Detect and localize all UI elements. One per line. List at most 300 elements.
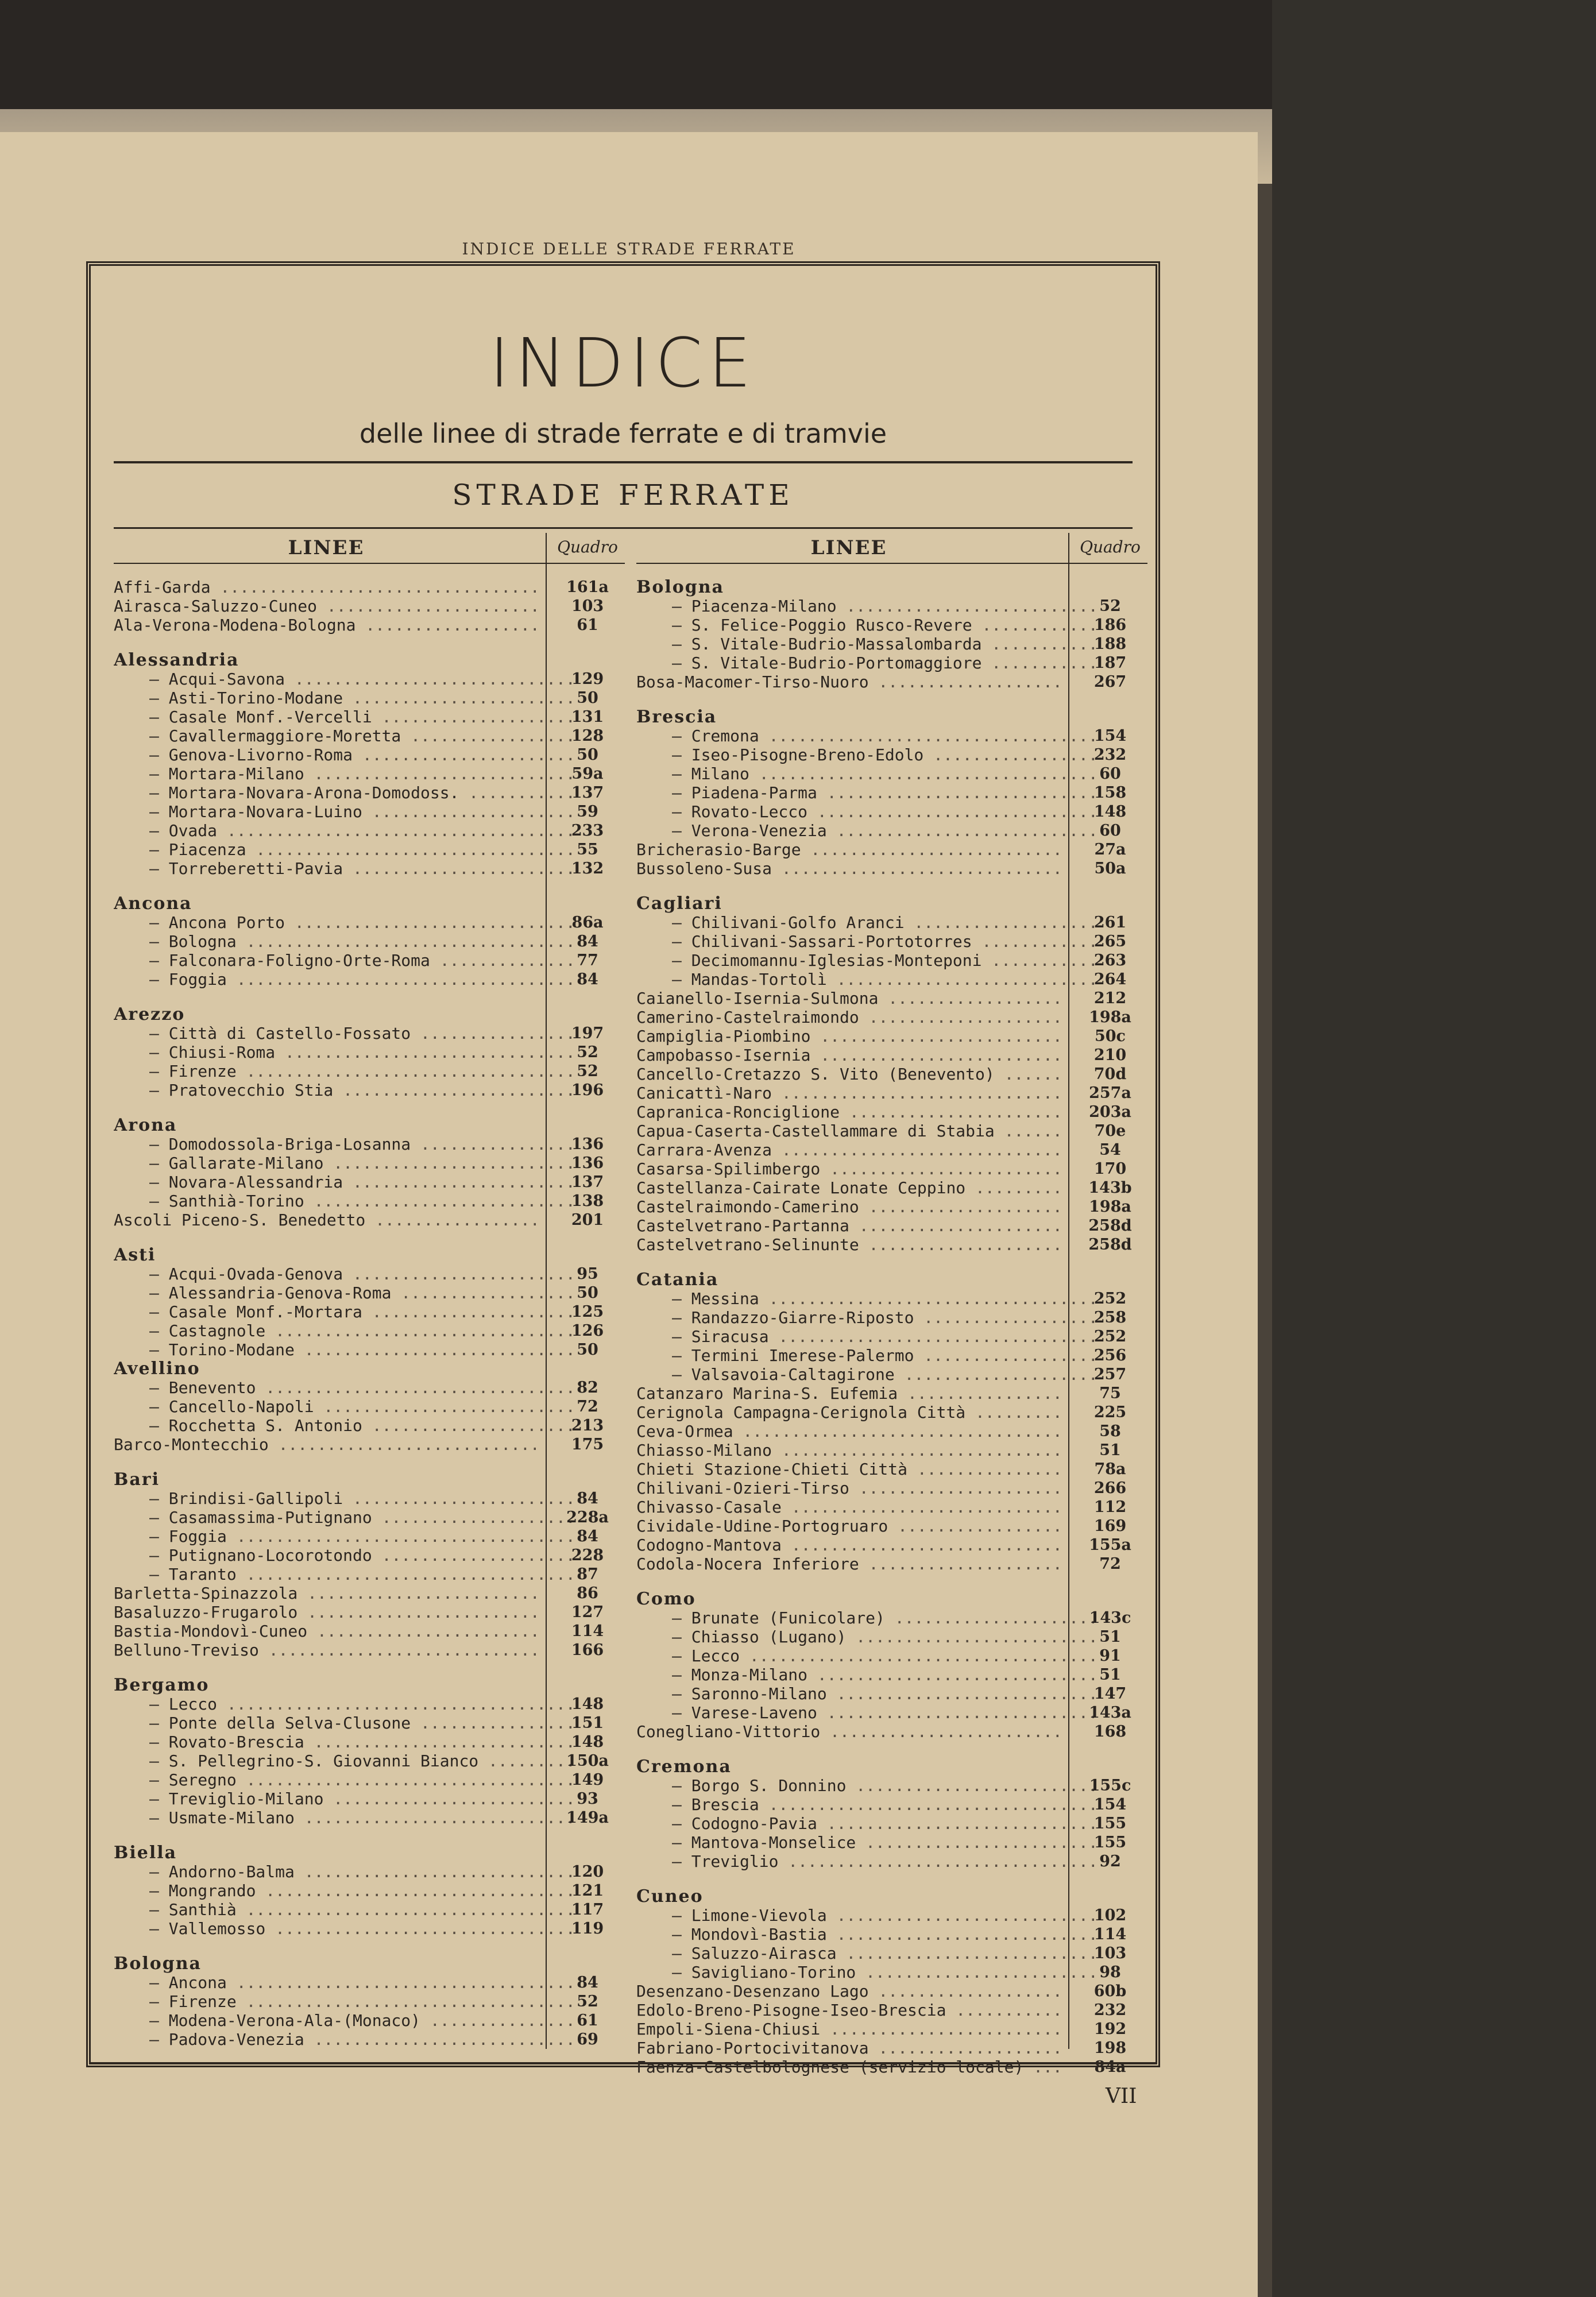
line-name: Empoli-Siena-Chiusi .....: [636, 2020, 1061, 2039]
index-entry: [114, 1192, 625, 1211]
group-heading: [114, 1005, 625, 1024]
line-name: — Chiusi-Roma .....: [114, 1043, 574, 1062]
quadro-number: 59: [577, 803, 598, 821]
quadro-number: 210: [1093, 1046, 1127, 1064]
line-name: — Randazzo-Giarre-Riposto .....: [636, 1308, 1097, 1327]
index-entry: [636, 989, 1147, 1008]
line-name: — Decimomannu-Iglesias-Monteponi .....: [636, 951, 1097, 970]
quadro-number: 93: [577, 1790, 598, 1808]
line-name: Arezzo: [114, 1005, 186, 1024]
line-name: Edolo-Breno-Pisogne-Iseo-Brescia .....: [636, 2001, 1061, 2020]
quadro-number: 102: [1093, 1907, 1127, 1924]
quadro-number: 213: [571, 1417, 604, 1434]
index-entry: [114, 1973, 625, 1992]
quadro-number: 175: [571, 1436, 604, 1453]
row-spacer: [114, 1100, 625, 1116]
index-entry: [636, 1646, 1147, 1665]
quadro-number: 201: [571, 1211, 604, 1229]
line-name: — Benevento .....: [114, 1378, 574, 1397]
line-name: — Chiasso (Lugano) .....: [636, 1627, 1097, 1646]
quadro-number: 257: [1093, 1366, 1127, 1383]
header-linee: LINEE: [810, 536, 887, 559]
line-name: Bosa-Macomer-Tirso-Nuoro .....: [636, 672, 1061, 691]
index-entry: [636, 1084, 1147, 1103]
line-name: — Casamassima-Putignano .....: [114, 1508, 574, 1527]
index-entry: [636, 2001, 1147, 2020]
index-entry: [636, 1982, 1147, 2001]
line-name: Castellanza-Cairate Lonate Ceppino .....: [636, 1178, 1061, 1197]
index-entry: [114, 726, 625, 745]
quadro-number: 52: [1099, 597, 1121, 615]
line-name: — Messina .....: [636, 1289, 1097, 1308]
index-entry: [114, 1489, 625, 1508]
header-linee: LINEE: [288, 536, 365, 559]
quadro-number: 51: [1099, 1441, 1121, 1459]
row-spacer: [636, 691, 1147, 707]
quadro-number: 166: [571, 1641, 604, 1659]
index-entry: [636, 1197, 1147, 1216]
row-spacer: [636, 1741, 1147, 1757]
index-entry: [114, 1733, 625, 1751]
group-heading: [114, 894, 625, 913]
index-entry: [636, 1235, 1147, 1254]
index-entry: [114, 951, 625, 970]
index-entry: [636, 672, 1147, 691]
quadro-number: 77: [577, 952, 598, 969]
quadro-number: 84: [577, 933, 598, 950]
index-entry: [114, 616, 625, 635]
line-name: Cividale-Udine-Portogruaro .....: [636, 1517, 1061, 1536]
book-page: [0, 132, 1258, 2297]
line-name: Ceva-Ormea .....: [636, 1422, 1061, 1441]
divider: [114, 461, 1133, 463]
index-entry: [114, 802, 625, 821]
index-entry: [114, 1992, 625, 2011]
line-name: Basaluzzo-Frugarolo .....: [114, 1603, 539, 1622]
line-name: — Verona-Venezia .....: [636, 821, 1097, 840]
line-name: — Casale Monf.-Mortara .....: [114, 1302, 574, 1321]
index-entry: [636, 859, 1147, 878]
quadro-number: 50: [577, 1284, 598, 1302]
index-entry: [636, 802, 1147, 821]
line-name: Faenza-Castelbolognese (servizio locale) .....: [636, 2058, 1061, 2076]
line-name: Casarsa-Spilimbergo .....: [636, 1159, 1061, 1178]
index-entry: [636, 1346, 1147, 1365]
line-name: Affi-Garda .....: [114, 578, 539, 597]
line-name: Ancona: [114, 894, 192, 913]
line-name: Bari: [114, 1470, 160, 1489]
line-name: — Novara-Alessandria .....: [114, 1173, 574, 1192]
line-name: Brescia: [636, 707, 717, 726]
index-entry: [636, 1665, 1147, 1684]
quadro-number: 169: [1093, 1517, 1127, 1535]
index-entry: [114, 1340, 625, 1359]
index-entry: [114, 1397, 625, 1416]
quadro-number: 50: [577, 1341, 598, 1359]
index-entry: [636, 970, 1147, 989]
quadro-number: 192: [1093, 2020, 1127, 2038]
index-entry: [636, 2039, 1147, 2058]
quadro-number: 256: [1093, 1347, 1127, 1364]
index-entry: [636, 1944, 1147, 1963]
line-name: — Rovato-Lecco .....: [636, 802, 1097, 821]
index-entry: [114, 1378, 625, 1397]
quadro-number: 149: [571, 1771, 604, 1789]
group-heading: [114, 1359, 625, 1378]
quadro-number: 143a: [1089, 1704, 1131, 1722]
line-name: — Genova-Livorno-Roma .....: [114, 745, 574, 764]
line-name: — Andorno-Balma .....: [114, 1862, 574, 1881]
index-entry: [114, 1622, 625, 1641]
index-entry: [114, 840, 625, 859]
quadro-number: 149a: [566, 1809, 609, 1827]
row-spacer: [114, 989, 625, 1005]
quadro-number: 203a: [1089, 1103, 1131, 1121]
quadro-number: 98: [1099, 1963, 1121, 1981]
page-number: VII: [1106, 2085, 1137, 2108]
quadro-number: 103: [571, 597, 604, 615]
line-name: Arona: [114, 1116, 177, 1135]
index-entry: [636, 1460, 1147, 1479]
line-name: — Ovada .....: [114, 821, 574, 840]
index-entry: [636, 635, 1147, 653]
row-spacer: [114, 1229, 625, 1246]
index-entry: [114, 1283, 625, 1302]
index-entry: [636, 1627, 1147, 1646]
quadro-number: 198: [1093, 2039, 1127, 2057]
quadro-number: 117: [571, 1901, 604, 1919]
index-entry: [114, 1264, 625, 1283]
line-name: — Mandas-Tortolì .....: [636, 970, 1097, 989]
line-name: Cuneo: [636, 1887, 704, 1906]
quadro-number: 168: [1093, 1723, 1127, 1741]
quadro-number: 50c: [1094, 1027, 1126, 1045]
index-entry: [636, 1963, 1147, 1982]
line-name: — Firenze .....: [114, 1062, 574, 1081]
quadro-number: 72: [1099, 1555, 1121, 1573]
index-entry: [114, 1603, 625, 1622]
index-frame: [86, 261, 1160, 2076]
line-name: Castelvetrano-Partanna .....: [636, 1216, 1061, 1235]
line-name: — Seregno .....: [114, 1770, 574, 1789]
quadro-number: 186: [1093, 616, 1127, 634]
index-entry: [114, 1211, 625, 1229]
index-entry: [636, 1422, 1147, 1441]
line-name: Cancello-Cretazzo S. Vito (Benevento) .....: [636, 1065, 1061, 1084]
line-name: — Rovato-Brescia .....: [114, 1733, 574, 1751]
line-name: — Casale Monf.-Vercelli .....: [114, 707, 574, 726]
quadro-number: 121: [571, 1882, 604, 1900]
quadro-number: 148: [1093, 803, 1127, 821]
quadro-number: 84: [577, 1974, 598, 1991]
line-name: Campobasso-Isernia .....: [636, 1046, 1061, 1065]
line-name: Caianello-Isernia-Sulmona .....: [636, 989, 1061, 1008]
line-name: — Treviglio-Milano .....: [114, 1789, 574, 1808]
quadro-number: 52: [577, 1043, 598, 1061]
index-entry: [636, 1008, 1147, 1027]
index-entry: [114, 1751, 625, 1770]
line-name: Como: [636, 1590, 696, 1608]
quadro-number: 155c: [1089, 1777, 1131, 1795]
quadro-number: 59a: [571, 765, 604, 783]
line-name: — Termini Imerese-Palermo .....: [636, 1346, 1097, 1365]
line-name: Fabriano-Portocivitanova .....: [636, 2039, 1061, 2058]
quadro-number: 78a: [1094, 1460, 1126, 1478]
line-name: Chivasso-Casale .....: [636, 1498, 1061, 1517]
line-name: Barletta-Spinazzola .....: [114, 1584, 539, 1603]
quadro-number: 50a: [1094, 860, 1126, 877]
index-entry: [114, 1508, 625, 1527]
line-name: — Treviglio .....: [636, 1852, 1097, 1871]
index-entry: [114, 1416, 625, 1435]
line-name: — Piadena-Parma .....: [636, 783, 1097, 802]
line-name: — Cremona .....: [636, 726, 1097, 745]
line-name: — Castagnole .....: [114, 1321, 574, 1340]
index-entry: [636, 1308, 1147, 1327]
quadro-number: 70d: [1093, 1065, 1127, 1083]
line-name: — Varese-Laveno .....: [636, 1703, 1097, 1722]
index-entry: [636, 1403, 1147, 1422]
line-name: Airasca-Saluzzo-Cuneo .....: [114, 597, 539, 616]
line-name: — Pratovecchio Stia .....: [114, 1081, 574, 1100]
index-entry: [636, 726, 1147, 745]
group-heading: [636, 707, 1147, 726]
left-rows: [114, 578, 625, 2049]
group-heading: [636, 1590, 1147, 1608]
quadro-number: 265: [1093, 933, 1127, 950]
group-heading: [636, 1757, 1147, 1776]
index-entry: [114, 1024, 625, 1043]
quadro-number: 232: [1093, 2001, 1127, 2019]
index-entry: [636, 1498, 1147, 1517]
quadro-number: 131: [571, 708, 604, 726]
group-heading: [114, 1843, 625, 1862]
index-entry: [114, 970, 625, 989]
index-entry: [114, 1302, 625, 1321]
quadro-number: 120: [571, 1863, 604, 1881]
group-heading: [114, 1954, 625, 1973]
row-spacer: [636, 1254, 1147, 1270]
line-name: Cremona: [636, 1757, 732, 1776]
quadro-number: 51: [1099, 1628, 1121, 1646]
quadro-number: 54: [1099, 1141, 1121, 1159]
line-name: — Putignano-Locorotondo .....: [114, 1546, 574, 1565]
quadro-number: 60b: [1093, 1982, 1127, 2000]
line-name: — Taranto .....: [114, 1565, 574, 1584]
index-entry: [114, 1081, 625, 1100]
quadro-number: 136: [571, 1154, 604, 1172]
line-name: — Siracusa .....: [636, 1327, 1097, 1346]
index-entry: [636, 2020, 1147, 2039]
page-title: INDICE: [489, 323, 757, 403]
index-entry: [114, 1862, 625, 1881]
index-entry: [114, 578, 625, 597]
index-entry: [636, 1065, 1147, 1084]
index-entry: [114, 1900, 625, 1919]
line-name: Ascoli Piceno-S. Benedetto .....: [114, 1211, 539, 1229]
column-header: [636, 533, 1147, 564]
line-name: Bergamo: [114, 1676, 210, 1695]
quadro-number: 69: [577, 2031, 598, 2048]
header-quadro: Quadro: [1080, 537, 1141, 556]
index-entry: [114, 1695, 625, 1714]
row-spacer: [114, 635, 625, 651]
line-name: — Torreberetti-Pavia .....: [114, 859, 574, 878]
quadro-number: 267: [1093, 673, 1127, 691]
index-entry: [114, 1043, 625, 1062]
quadro-number: 61: [577, 2012, 598, 2029]
page-subtitle: delle linee di strade ferrate e di tramvie: [359, 418, 887, 449]
line-name: — Lecco .....: [114, 1695, 574, 1714]
line-name: — Torino-Modane .....: [114, 1340, 574, 1359]
quadro-number: 158: [1093, 784, 1127, 802]
quadro-number: 233: [571, 822, 604, 840]
quadro-number: 82: [577, 1379, 598, 1397]
line-name: — Mongrando .....: [114, 1881, 574, 1900]
index-entry: [636, 951, 1147, 970]
line-name: — Acqui-Ovada-Genova .....: [114, 1264, 574, 1283]
quadro-number: 103: [1093, 1944, 1127, 1962]
quadro-number: 161a: [566, 578, 609, 596]
index-entry: [636, 1795, 1147, 1814]
index-entry: [114, 1154, 625, 1173]
line-name: — Chilivani-Sassari-Portotorres .....: [636, 932, 1097, 951]
line-name: Cerignola Campagna-Cerignola Città .....: [636, 1403, 1061, 1422]
quadro-number: 128: [571, 727, 604, 745]
index-entry: [636, 821, 1147, 840]
index-entry: [636, 1776, 1147, 1795]
quadro-number: 196: [571, 1081, 604, 1099]
index-entry: [114, 2030, 625, 2049]
line-name: — Firenze .....: [114, 1992, 574, 2011]
line-name: — Ancona Porto .....: [114, 913, 574, 932]
index-entry: [114, 932, 625, 951]
quadro-number: 92: [1099, 1853, 1121, 1870]
quadro-number: 198a: [1089, 1008, 1131, 1026]
index-entry: [114, 1565, 625, 1584]
line-name: — Milano .....: [636, 764, 1097, 783]
quadro-number: 147: [1093, 1685, 1127, 1703]
index-entry: [636, 1833, 1147, 1852]
quadro-number: 212: [1093, 989, 1127, 1007]
group-heading: [114, 1676, 625, 1695]
index-entry: [636, 1365, 1147, 1384]
quadro-number: 228a: [566, 1509, 609, 1526]
group-heading: [114, 1470, 625, 1489]
line-name: Bologna: [114, 1954, 202, 1973]
quadro-number: 151: [571, 1714, 604, 1732]
index-entry: [636, 745, 1147, 764]
line-name: — S. Vitale-Budrio-Portomaggiore .....: [636, 653, 1097, 672]
quadro-number: 266: [1093, 1479, 1127, 1497]
index-entry: [636, 1554, 1147, 1573]
quadro-number: 154: [1093, 1796, 1127, 1813]
index-entry: [636, 1906, 1147, 1925]
index-entry: [114, 745, 625, 764]
right-rows: [636, 578, 1147, 2076]
index-entry: [114, 1321, 625, 1340]
line-name: — S. Vitale-Budrio-Massalombarda .....: [636, 635, 1097, 653]
column-header: [114, 533, 625, 564]
line-name: — Padova-Venezia .....: [114, 2030, 574, 2049]
line-name: — Codogno-Pavia .....: [636, 1814, 1097, 1833]
line-name: Camerino-Castelraimondo .....: [636, 1008, 1061, 1027]
quadro-number: 27a: [1094, 841, 1126, 859]
line-name: — Brunate (Funicolare) .....: [636, 1608, 1097, 1627]
quadro-number: 136: [571, 1135, 604, 1153]
index-entry: [636, 783, 1147, 802]
line-name: Belluno-Treviso .....: [114, 1641, 539, 1660]
index-entry: [636, 1289, 1147, 1308]
quadro-number: 58: [1099, 1422, 1121, 1440]
index-entry: [114, 1881, 625, 1900]
quadro-number: 84a: [1094, 2058, 1126, 2076]
line-name: — Gallarate-Milano .....: [114, 1154, 574, 1173]
group-heading: [114, 1116, 625, 1135]
section-title: STRADE FERRATE: [452, 478, 794, 512]
quadro-number: 137: [571, 784, 604, 802]
quadro-number: 143b: [1088, 1179, 1132, 1197]
row-spacer: [114, 1938, 625, 1954]
quadro-number: 198a: [1089, 1198, 1131, 1216]
line-name: Conegliano-Vittorio .....: [636, 1722, 1061, 1741]
background-right: [1272, 0, 1596, 2297]
index-entry: [636, 913, 1147, 932]
line-name: — Santhià .....: [114, 1900, 574, 1919]
index-entry: [114, 764, 625, 783]
line-name: Canicattì-Naro .....: [636, 1084, 1061, 1103]
quadro-number: 138: [571, 1192, 604, 1210]
line-name: Avellino: [114, 1359, 200, 1378]
index-entry: [114, 1714, 625, 1733]
index-entry: [636, 2058, 1147, 2076]
quadro-number: 125: [571, 1303, 604, 1321]
line-name: — Monza-Milano .....: [636, 1665, 1097, 1684]
quadro-number: 50: [577, 689, 598, 707]
quadro-number: 188: [1093, 635, 1127, 653]
index-entry: [636, 1178, 1147, 1197]
line-name: — Piacenza .....: [114, 840, 574, 859]
quadro-number: 119: [571, 1920, 604, 1938]
quadro-number: 112: [1093, 1498, 1127, 1516]
line-name: — Rocchetta S. Antonio .....: [114, 1416, 574, 1435]
index-entry: [114, 1919, 625, 1938]
index-entry: [114, 1435, 625, 1454]
row-spacer: [114, 1454, 625, 1470]
row-spacer: [636, 878, 1147, 894]
row-spacer: [636, 1871, 1147, 1887]
line-name: — Bologna .....: [114, 932, 574, 951]
quadro-number: 60: [1099, 765, 1121, 783]
index-entry: [636, 1046, 1147, 1065]
line-name: — Iseo-Pisogne-Breno-Edolo .....: [636, 745, 1097, 764]
index-entry: [636, 1441, 1147, 1460]
quadro-number: 148: [571, 1733, 604, 1751]
quadro-number: 86: [577, 1584, 598, 1602]
line-name: Codola-Nocera Inferiore .....: [636, 1554, 1061, 1573]
group-heading: [114, 651, 625, 670]
line-name: — Chilivani-Golfo Aranci .....: [636, 913, 1097, 932]
quadro-number: 84: [577, 1528, 598, 1545]
index-entry: [636, 1722, 1147, 1741]
row-spacer: [114, 878, 625, 894]
line-name: Biella: [114, 1843, 177, 1862]
quadro-number: 84: [577, 970, 598, 988]
quadro-number: 252: [1093, 1290, 1127, 1308]
line-name: Bologna: [636, 578, 724, 597]
index-entry: [114, 1527, 625, 1546]
line-name: — Saluzzo-Airasca .....: [636, 1944, 1097, 1963]
